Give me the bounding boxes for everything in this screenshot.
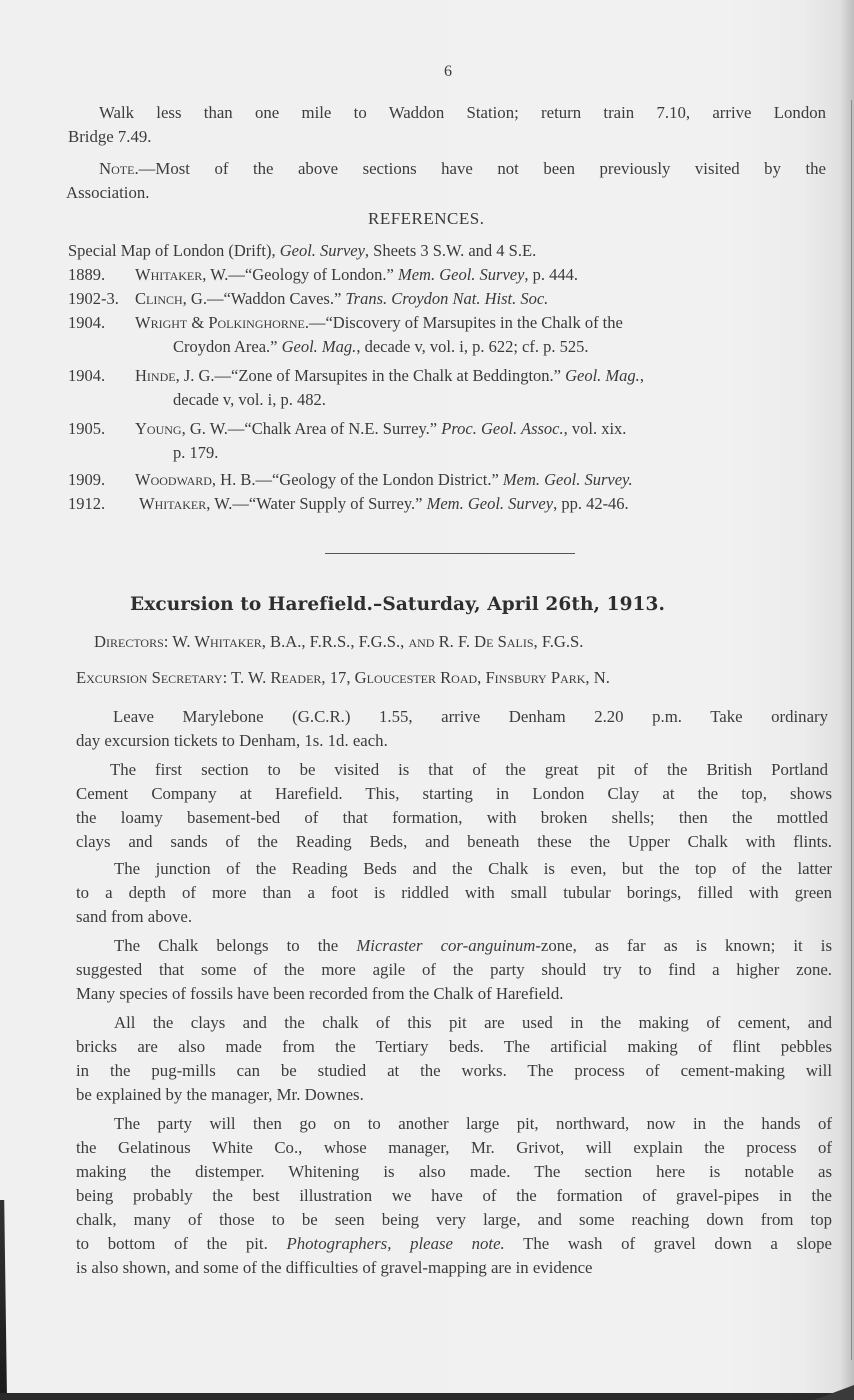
secretary-value: : T. W. Reader, 17, Gloucester Road, Finsbury Park, N.	[222, 668, 610, 687]
directors-label: Directors	[94, 632, 164, 651]
scanner-edge-left	[0, 1200, 7, 1400]
ref-tail: , pp. 42-46.	[553, 494, 629, 513]
excursion-directors	[94, 632, 583, 652]
paragraph-line: chalk, many of those to be seen being very large, and some reaching down from top	[76, 1210, 832, 1229]
paragraph-line: The junction of the Reading Beds and the Chalk is even, but the top of the latter	[114, 859, 832, 878]
paragraph-line: to a depth of more than a foot is riddled with small tubular borings, filled with green	[76, 883, 832, 902]
ref-tail: , p. 444.	[524, 265, 579, 284]
reference-entry	[135, 470, 633, 490]
reference-entry	[139, 494, 629, 514]
ref-year: 1904.	[68, 366, 106, 385]
italic-note: Photographers, please note.	[286, 1234, 505, 1253]
paragraph-line: being probably the best illustration we have of the formation of gravel-pipes in the	[76, 1186, 832, 1205]
paragraph-line: day excursion tickets to Denham, 1s. 1d. each.	[76, 731, 388, 750]
section-divider	[325, 553, 575, 554]
ref-year: 1904.	[68, 313, 106, 332]
scanner-edge-bottom	[0, 1393, 854, 1400]
reference-continuation	[173, 337, 588, 357]
paragraph-line: The party will then go on to another large pit, northward, now in the hands of	[114, 1114, 832, 1133]
secretary-label: Excursion Secretary	[76, 668, 223, 687]
species-name: Micraster cor-anguinum	[356, 936, 536, 955]
paragraph-line: The first section to be visited is that of the great pit of the British Portland	[110, 760, 828, 779]
text-run: The Chalk belongs to the	[114, 936, 357, 955]
ref-author: Hinde, J. G.	[135, 366, 215, 385]
ref-year: 1889.	[68, 265, 106, 284]
ref-author: Whitaker, W.	[135, 265, 229, 284]
note-line-1	[68, 159, 826, 181]
ref-title: —“Geology of the London District.”	[255, 470, 503, 489]
ref-year: 1905.	[68, 419, 106, 438]
reference-entry	[135, 265, 578, 285]
note-label: Note.	[99, 159, 139, 178]
ref-title: —“Water Supply of Surrey.”	[232, 494, 427, 513]
ref-title: —“Waddon Caves.”	[206, 289, 346, 308]
references-heading: REFERENCES.	[368, 209, 485, 228]
paragraph-line: Many species of fossils have been recorded from the Chalk of Harefield.	[76, 984, 564, 1003]
reference-entry	[135, 366, 644, 386]
ref-author: Woodward, H. B.	[135, 470, 256, 489]
paragraph-line: be explained by the manager, Mr. Downes.	[76, 1085, 364, 1104]
ref-author: Wright & Polkinghorne.	[135, 313, 309, 332]
ref-source: Trans. Croydon Nat. Hist. Soc.	[345, 289, 549, 308]
intro-line-2: Bridge 7.49.	[68, 127, 152, 146]
paragraph-line: suggested that some of the more agile of the party should try to find a higher zone.	[76, 960, 832, 979]
ref-source: Geol. Survey	[279, 241, 365, 260]
ref-tail: ,	[639, 366, 644, 385]
text-run: to bottom of the pit.	[76, 1234, 287, 1253]
ref-source: Geol. Mag.	[281, 337, 357, 356]
reference-continuation: p. 179.	[173, 443, 219, 462]
paragraph-line: is also shown, and some of the difficulties of gravel-mapping are in evidence	[76, 1258, 593, 1277]
paragraph-line: in the pug-mills can be studied at the works. The process of cement-making will	[76, 1061, 832, 1080]
reference-entry	[135, 313, 623, 333]
reference-continuation: decade v, vol. i, p. 482.	[173, 390, 326, 409]
reference-special-map	[68, 241, 536, 261]
ref-year: 1909.	[68, 470, 106, 489]
ref-source: Mem. Geol. Survey	[426, 494, 554, 513]
excursion-secretary	[76, 668, 610, 688]
note-text: —Most of the above sections have not been previously visited by the	[138, 159, 826, 178]
ref-title: —“Chalk Area of N.E. Surrey.”	[227, 419, 442, 438]
reference-entry	[135, 289, 548, 309]
note-line-2: Association.	[66, 183, 150, 202]
ref-text: Special Map of London (Drift),	[68, 241, 280, 260]
page-number: 6	[444, 63, 452, 80]
ref-author: Whitaker, W.	[139, 494, 233, 513]
paragraph-line: clays and sands of the Reading Beds, and beneath these the Upper Chalk with flints.	[76, 832, 832, 851]
paragraph-line: Leave Marylebone (G.C.R.) 1.55, arrive Denham 2.20 p.m. Take ordinary	[113, 707, 828, 726]
ref-tail: , vol. xix.	[563, 419, 627, 438]
ref-title: —“Geology of London.”	[228, 265, 398, 284]
paragraph-line: All the clays and the chalk of this pit are used in the making of cement, and	[114, 1013, 832, 1032]
ref-source: Mem. Geol. Survey.	[502, 470, 633, 489]
ref-source: Proc. Geol. Assoc.	[441, 419, 564, 438]
ref-tail: , Sheets 3 S.W. and 4 S.E.	[364, 241, 537, 260]
reference-entry	[135, 419, 626, 439]
ref-year: 1902-3.	[68, 289, 119, 308]
ref-author: Clinch, G.	[135, 289, 207, 308]
ref-tail: , decade v, vol. i, p. 622; cf. p. 525.	[356, 337, 589, 356]
paragraph-line: the loamy basement-bed of that formation, with broken shells; then the mottled	[76, 808, 828, 827]
ref-source: Mem. Geol. Survey	[397, 265, 525, 284]
ref-year: 1912.	[68, 494, 106, 513]
intro-line-1: Walk less than one mile to Waddon Station; return train 7.10, arrive London	[99, 103, 826, 122]
ref-source: Geol. Mag.	[565, 366, 640, 385]
paragraph-line: making the distemper. Whitening is also made. The section here is notable as	[76, 1162, 832, 1181]
ref-title: —“Discovery of Marsupites in the Chalk of the	[308, 313, 623, 332]
ref-title: —“Zone of Marsupites in the Chalk at Beddington.”	[214, 366, 566, 385]
paragraph-line	[76, 1234, 832, 1256]
paragraph-line: sand from above.	[76, 907, 193, 926]
page-edge-line	[851, 100, 852, 1360]
ref-title: Croydon Area.”	[173, 337, 282, 356]
paragraph-line: the Gelatinous White Co., whose manager, Mr. Grivot, will explain the process of	[76, 1138, 832, 1157]
text-run: The wash of gravel down a slope	[504, 1234, 832, 1253]
ref-author: Young, G. W.	[135, 419, 228, 438]
paragraph-line	[76, 936, 832, 958]
paragraph-line: Cement Company at Harefield. This, starting in London Clay at the top, shows	[76, 784, 832, 803]
directors-value: : W. Whitaker, B.A., F.R.S., F.G.S., and R. F. De Salis, F.G.S.	[163, 632, 584, 651]
text-run: -zone, as far as is known; it is	[535, 936, 832, 955]
paragraph-line: bricks are also made from the Tertiary beds. The artificial making of flint pebbles	[76, 1037, 832, 1056]
excursion-title: Excursion to Harefield.–Saturday, April 26th, 1913.	[130, 594, 666, 615]
